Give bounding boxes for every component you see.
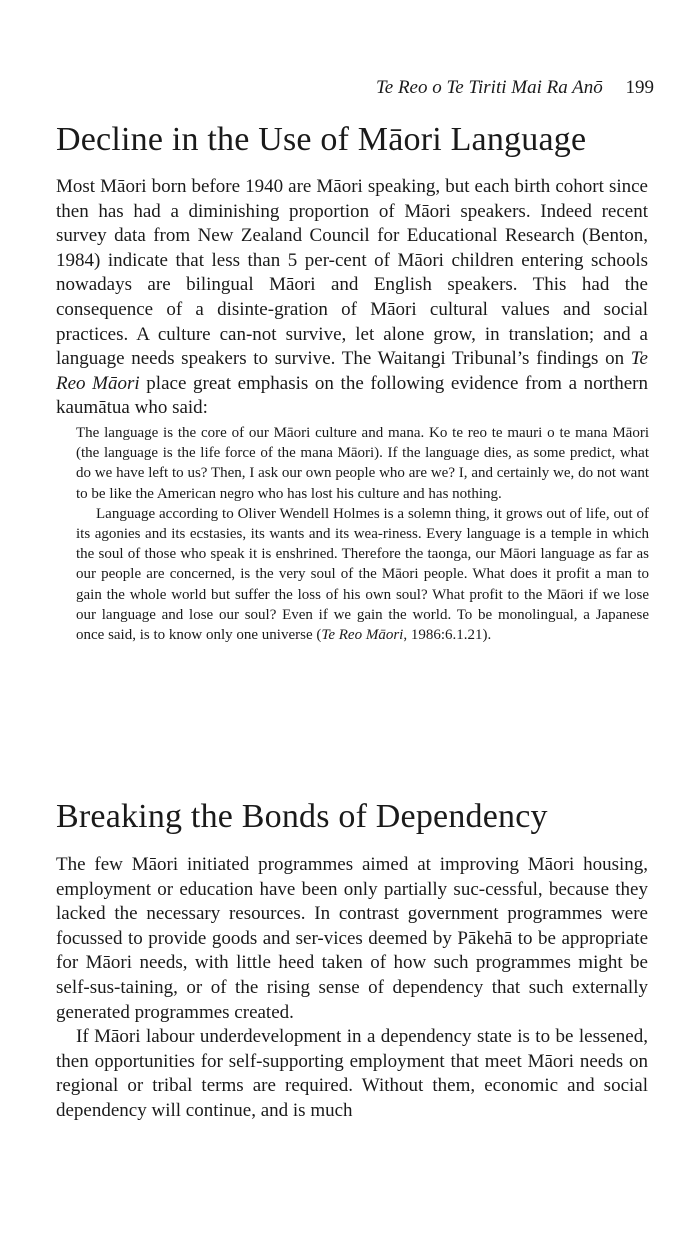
section-breaking-bonds-of-dependency (56, 795, 648, 1124)
paragraph-text: place great emphasis on the following evidence from a northern kaumātua who said: (56, 372, 648, 419)
page-number: 199 (625, 77, 654, 98)
quote-paragraph (76, 504, 649, 645)
body-paragraph: The few Māori initiated programmes aimed at improving Māori housing, employment or education have been only partially suc-cessful, because they lacked the necessary resources. In contrast government programmes were focussed to provide goods and ser-vices deemed by Pākehā to be appropriate for Māori needs, with little heed taken of how such programmes might be self-sus-taining, or of the rising sense of dependency that such externally generated programmes created. (56, 854, 648, 1023)
section-heading: Decline in the Use of Māori Language (56, 121, 587, 158)
running-head-title: Te Reo o Te Tiriti Mai Ra Anō (375, 77, 603, 98)
section-heading: Breaking the Bonds of Dependency (56, 798, 548, 835)
block-quote (76, 423, 649, 645)
italic-citation: Te Reo Māori (321, 626, 404, 643)
quote-paragraph: The language is the core of our Māori culture and mana. Ko te reo te mauri o te mana Māori (the language is the life force of the mana Māori). If the language dies, as some predict, what do we have left to us? Then, I ask our own people who are we? I, and certainly we, do not want to be like the American negro who has lost his culture and has nothing. (76, 424, 649, 502)
body-paragraph: If Māori labour underdevelopment in a dependency state is to be lessened, then opportunities for self-supporting employment that meet Māori needs on regional or tribal terms are required. Without them, economic and social dependency will continue, and is much (56, 1026, 648, 1121)
quote-text: , 1986:6.1.21). (403, 626, 492, 643)
body-paragraph (56, 175, 648, 421)
section-decline-of-maori-language (56, 118, 648, 645)
running-head (376, 77, 654, 99)
paragraph-text: Most Māori born before 1940 are Māori speaking, but each birth cohort since then has had a diminishing proportion of Māori speakers. Indeed recent survey data from New Zealand Council for Educational Research (Benton, 1984) indicate that less than 5 per-cent of Māori children entering schools nowadays are bilingual Māori and English speakers. This had the consequence of a disinte-gration of Māori cultural values and social practices. A culture can-not survive, let alone grow, in translation; and a language needs speakers to survive. The Waitangi Tribunal’s findings on (56, 176, 648, 370)
quote-text: Language according to Oliver Wendell Holmes is a solemn thing, it grows out of life, out of its agonies and its ecstasies, its wants and its wea-riness. Every language is a temple in which the soul of those who speak it is enshrined. Therefore the taonga, our Māori language as far as our people are concerned, is the very soul of the Māori people. What does it profit a man to gain the whole world but suffer the loss of his own soul? What profit to the Māori if we lose our language and lose our soul? Even if we gain the world. To be monolingual, a Japanese once said, is to know only one universe ( (76, 505, 649, 643)
italic-title: Te Reo Māori (56, 348, 648, 394)
